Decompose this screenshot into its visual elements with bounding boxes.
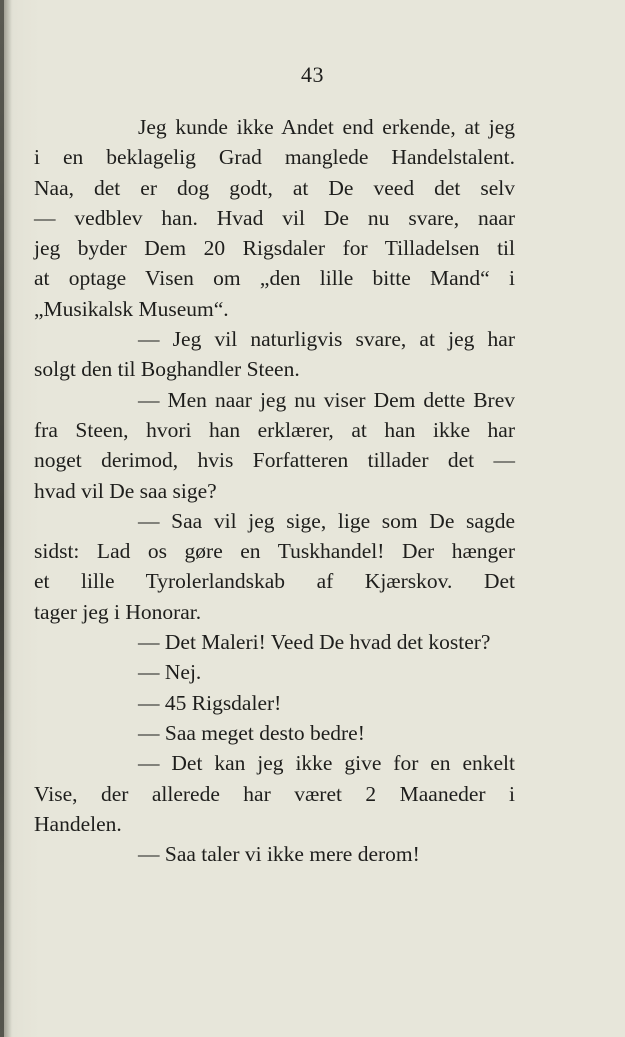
paragraph: [34, 748, 515, 839]
text-line: — 45 Rigsdaler!: [138, 690, 282, 715]
text-line: Vise, der allerede har været 2 Maaneder i: [34, 781, 515, 806]
text-line: — Saa taler vi ikke mere derom!: [138, 842, 420, 867]
text-line: „Musikalsk Museum“.: [34, 296, 229, 321]
text-line: i en beklagelig Grad manglede Handelstalent.: [34, 145, 515, 170]
text-line: at optage Visen om „den lille bitte Mand“ i: [34, 266, 515, 291]
paragraph: [34, 385, 515, 506]
text-line: — Saa vil jeg sige, lige som De sagde: [138, 508, 515, 533]
text-line: fra Steen, hvori han erklærer, at han ikke har: [34, 417, 515, 442]
paragraph: [34, 688, 515, 718]
binding-shadow: [4, 0, 12, 1037]
text-line: — Men naar jeg nu viser Dem dette Brev: [138, 387, 515, 412]
text-line: — Nej.: [138, 660, 202, 685]
text-line: et lille Tyrolerlandskab af Kjærskov. Det: [34, 569, 515, 594]
text-line: — Saa meget desto bedre!: [138, 720, 365, 745]
paragraph: [34, 112, 515, 324]
text-line: tager jeg i Honorar.: [34, 599, 202, 624]
text-line: Naa, det er dog godt, at De veed det selv: [34, 175, 515, 200]
text-line: hvad vil De saa sige?: [34, 478, 217, 503]
text-line: jeg byder Dem 20 Rigsdaler for Tilladelsen til: [34, 236, 515, 261]
paragraph: [34, 506, 515, 627]
text-line: solgt den til Boghandler Steen.: [34, 357, 300, 382]
paragraph: [34, 657, 515, 687]
text-line: — Det Maleri! Veed De hvad det koster?: [138, 630, 491, 655]
paragraph: [34, 839, 515, 869]
text-line: Handelen.: [34, 811, 122, 836]
text-line: — Jeg vil naturligvis svare, at jeg har: [138, 327, 515, 352]
text-line: Jeg kunde ikke Andet end erkende, at jeg: [138, 115, 515, 139]
text-line: — vedblev han. Hvad vil De nu svare, naar: [34, 205, 515, 230]
paragraph: [34, 718, 515, 748]
paragraph: [34, 627, 515, 657]
text-line: — Det kan jeg ikke give for en enkelt: [138, 751, 515, 776]
body-text: [34, 112, 515, 869]
text-line: sidst: Lad os gøre en Tuskhandel! Der hænger: [34, 539, 515, 564]
page-number: 43: [301, 62, 324, 87]
text-line: noget derimod, hvis Forfatteren tillader det —: [34, 448, 515, 473]
paragraph: [34, 324, 515, 385]
